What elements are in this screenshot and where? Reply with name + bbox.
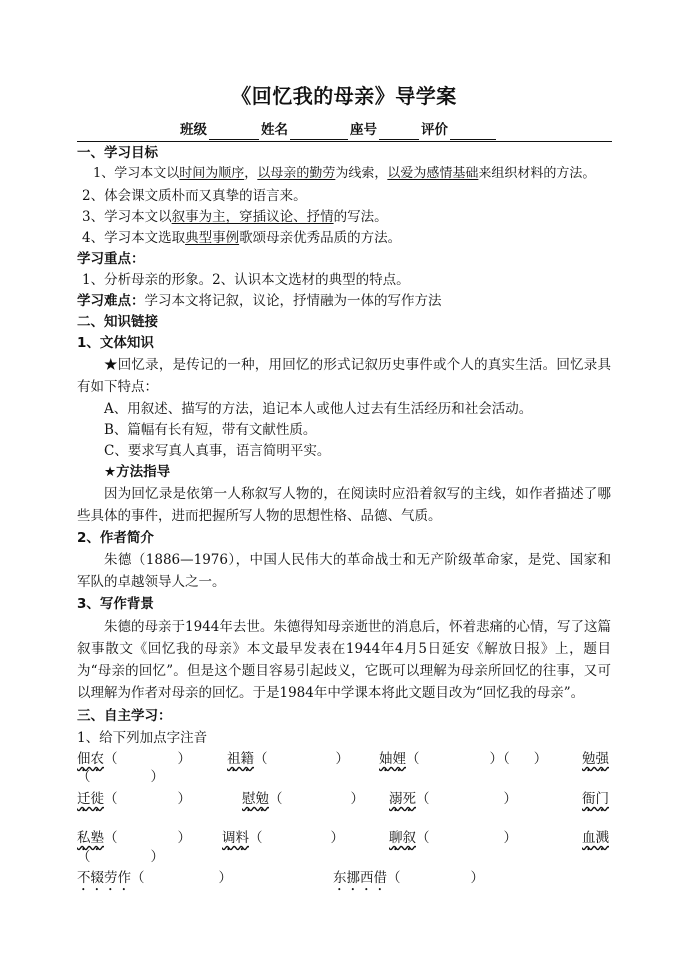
paren-close: ）: [350, 791, 364, 807]
word-item-cont: [77, 847, 164, 867]
word-liaoxu: 聊叙: [389, 830, 416, 846]
subheading-background: 3、写作背景: [77, 596, 154, 612]
paren-open: （: [104, 830, 118, 846]
paren-close: ）: [177, 791, 191, 807]
paren-open: （: [416, 830, 430, 846]
goal-3-part: 的写法。: [333, 209, 388, 225]
goal-4-part: 歌颂母亲优秀品质的方法。: [239, 230, 402, 246]
answer-blank[interactable]: [147, 880, 217, 894]
background-paragraph: 朱德的母亲于1944年去世。朱德得知母亲逝世的消息后，怀着悲痛的心情，写了这篇叙事散文《回忆我的母亲》本文最早发表在1944年4月5日延安《解放日报》上，题目为“母亲的回忆”。但是这个题目容易引起歧义，它既可以理解为母亲所回忆的往事，又可以理解为作者对母亲的回忆。于是1984年中学课本将此文题目改为“回忆我的母亲”。: [77, 619, 611, 701]
word-item: [389, 789, 517, 815]
goal-3-part: 3、学习本文以: [82, 209, 172, 225]
goal-1-part: 1、学习本文以: [93, 166, 180, 181]
paren-open: （: [254, 751, 268, 767]
paren-close: ）: [503, 791, 517, 807]
class-label: 班级: [180, 122, 207, 138]
word-mianqiang: 勉强: [582, 751, 609, 767]
difficulty-text: 学习本文将记叙，议论，抒情融为一体的写作方法: [144, 293, 442, 309]
paren-close: ）: [533, 751, 548, 767]
feature-c: C、要求写真人真事，语言简明平实。: [104, 443, 331, 459]
word-item: [379, 749, 547, 775]
answer-blank[interactable]: [265, 840, 329, 854]
author-paragraph: 朱德（1886—1976），中国人民伟大的革命战士和无产阶级革命家，是党、国家和军队的卓越领导人之一。: [77, 552, 611, 590]
paren-open: （: [77, 849, 91, 865]
word-item: [222, 828, 344, 854]
goal-4: [82, 228, 401, 248]
goal-1-underlined: 以爱为感情基础: [387, 166, 479, 181]
word-tiaoliao: 调料: [222, 830, 249, 846]
paren-close: ）: [335, 751, 349, 767]
name-label: 姓名: [261, 122, 288, 138]
word-xuejian: 血溅: [582, 830, 609, 846]
word-dianong: 佃农: [77, 751, 104, 767]
paren-open: （: [503, 751, 510, 767]
word-item: [77, 789, 191, 815]
goal-3: [82, 207, 388, 227]
section-heading-knowledge: 二、知识链接: [77, 314, 158, 330]
word-dongnuoxijie: 东挪西借: [333, 870, 387, 886]
paren-open: （: [416, 791, 430, 807]
goal-1-underlined: 时间为顺序: [179, 166, 245, 181]
paren-close: ）: [218, 870, 232, 886]
section-heading-goals: 一、学习目标: [77, 145, 158, 161]
word-item: [242, 789, 364, 815]
feature-a: A、用叙述、描写的方法，追记本人或他人过去有生活经历和社会活动。: [104, 401, 533, 417]
word-buchuolaozuo: 不辍劳作: [77, 870, 131, 886]
paren-close: ）: [177, 830, 191, 846]
word-item: [333, 868, 484, 894]
focus-heading: 学习重点：: [77, 251, 145, 267]
goal-3-underlined: 叙事为主，穿插议论、抒情: [171, 209, 334, 225]
page-title: 《回忆我的母亲》导学案: [231, 84, 457, 108]
paren-close: ）: [330, 830, 344, 846]
word-zuji: 祖籍: [227, 751, 254, 767]
goal-1-part: 为线索，: [335, 166, 388, 181]
answer-blank[interactable]: [432, 801, 502, 815]
paren-open: （: [77, 769, 91, 785]
paren-open: （: [104, 791, 118, 807]
word-item: [582, 789, 609, 815]
paren-open: （: [387, 870, 401, 886]
goal-1-part: ，: [244, 166, 258, 181]
method-heading: ★方法指导: [104, 464, 171, 480]
goal-1: [93, 164, 595, 184]
word-item: [389, 828, 517, 854]
section-heading-self-study: 三、自主学习：: [77, 708, 172, 724]
answer-blank[interactable]: [422, 761, 488, 775]
header-rule: [77, 141, 612, 142]
word-item: [77, 868, 232, 894]
focus-text: 1、分析母亲的形象。2、认识本文选材的典型的特点。: [82, 272, 410, 288]
answer-blank[interactable]: [93, 853, 149, 867]
answer-blank[interactable]: [270, 761, 334, 775]
word-item-cont: [77, 767, 164, 787]
word-zhouli: 妯娌: [379, 751, 406, 767]
task-1: 1、给下列加点字注音: [77, 730, 208, 746]
goal-1-part: 来组织材料的方法。: [478, 166, 596, 181]
name-field[interactable]: [290, 125, 348, 140]
paren-open: （: [269, 791, 283, 807]
subheading-author: 2、作者简介: [77, 530, 154, 546]
answer-blank[interactable]: [512, 761, 532, 775]
difficulty-line: [77, 291, 442, 311]
paren-close: ）: [503, 830, 517, 846]
paren-open: （: [131, 870, 145, 886]
class-field[interactable]: [209, 125, 259, 140]
paren-open: （: [406, 751, 420, 767]
memoir-paragraph: ★回忆录，是传记的一种，用回忆的形式记叙历史事件或个人的真实生活。回忆录具有如下特点：: [77, 357, 611, 395]
paren-close: ）: [150, 769, 164, 785]
paren-open: （: [249, 830, 263, 846]
paren-close: ）: [177, 751, 191, 767]
word-yamen: 衙门: [582, 791, 609, 807]
goal-1-underlined: 以母亲的勤劳: [257, 166, 336, 181]
paren-close: ）: [489, 751, 503, 767]
method-paragraph: 因为回忆录是依第一人称叙写人物的，在阅读时应沿着叙写的主线，如作者描述了哪些具体的事件，进而把握所写人物的思想性格、品德、气质。: [77, 486, 611, 524]
feature-b: B、篇幅有长有短，带有文献性质。: [104, 422, 317, 438]
word-sishu: 私塾: [77, 830, 104, 846]
paren-close: ）: [150, 849, 164, 865]
goal-4-part: 4、学习本文选取: [82, 230, 186, 246]
student-info-bar: [180, 120, 498, 140]
goal-4-underlined: 典型事例: [185, 230, 240, 246]
word-weimian: 慰勉: [242, 791, 269, 807]
word-nisi: 溺死: [389, 791, 416, 807]
seat-field[interactable]: [379, 125, 419, 140]
word-item: [582, 828, 609, 854]
goal-2: 2、体会课文质朴而又真挚的语言来。: [82, 188, 307, 204]
answer-blank[interactable]: [120, 801, 176, 815]
answer-blank[interactable]: [432, 840, 502, 854]
answer-blank[interactable]: [93, 773, 149, 787]
paren-open: （: [104, 751, 118, 767]
word-qianxi: 迁徙: [77, 791, 104, 807]
grade-label: 评价: [421, 122, 448, 138]
paren-close: ）: [470, 870, 484, 886]
difficulty-heading: 学习难点：: [77, 293, 145, 309]
subheading-genre: 1、文体知识: [77, 335, 154, 351]
seat-label: 座号: [350, 122, 377, 138]
answer-blank[interactable]: [403, 880, 469, 894]
answer-blank[interactable]: [285, 801, 349, 815]
grade-field[interactable]: [450, 125, 496, 140]
word-item: [227, 749, 349, 775]
word-item: [582, 749, 609, 775]
